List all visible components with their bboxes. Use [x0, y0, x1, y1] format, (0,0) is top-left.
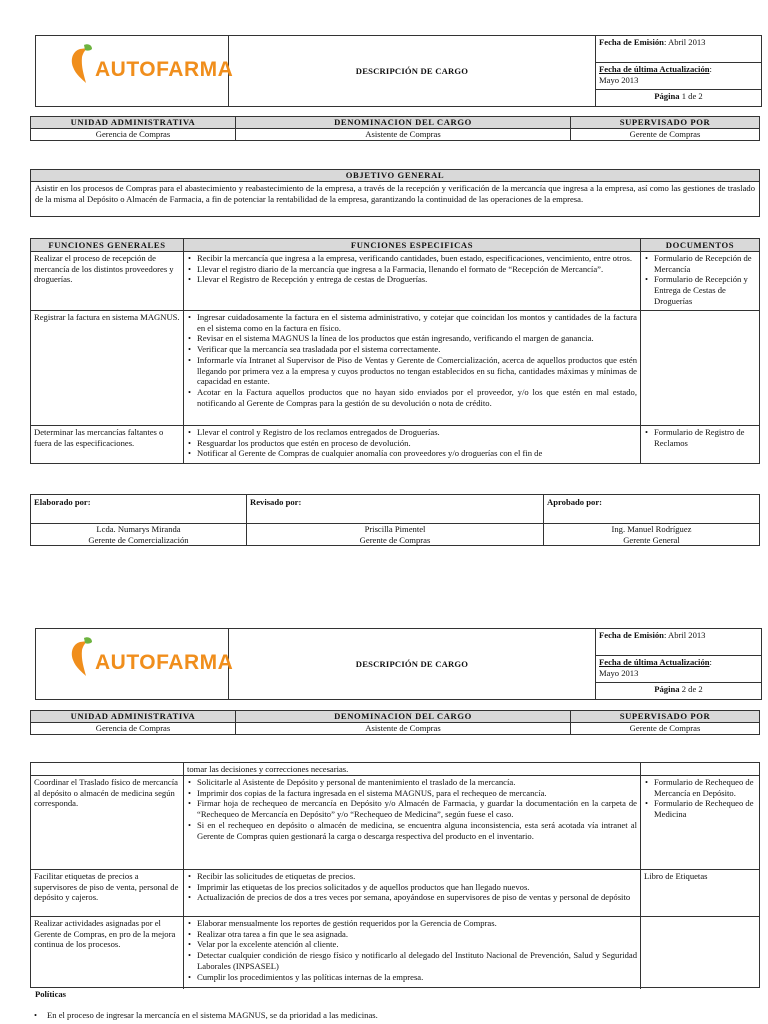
- elaborado-role: Gerente de Comercialización: [88, 535, 189, 545]
- list-item: • Imprimir dos copias de la factura ingresada en el sistema MAGNUS, para el rechequeo de mercancía.: [187, 788, 637, 799]
- list-item: • Ingresar cuidadosamente la factura en el sistema administrativo, y cotejar que coincidan los montos y cantidades de la factura en el sistema como en la factura en físico.: [187, 312, 637, 333]
- list-item: • Recibir la mercancía que ingresa a la empresa, verificando cantidades, buen estado, especificaciones, vencimiento, entre otros.: [187, 253, 637, 264]
- aprobado-label: Aprobado por:: [547, 497, 602, 507]
- list-item: • Resguardar los productos que estén en proceso de devolución.: [187, 438, 637, 449]
- list-item: • Actualización de precios de dos a tres veces por semana, apoyándose en supervisores de piso de ventas y personal de depósito: [187, 892, 637, 903]
- documentos-header: DOCUMENTOS: [640, 239, 759, 251]
- elaborado-name: Lcda. Numarys Miranda: [96, 524, 181, 534]
- funciones-especificas-list: [187, 918, 637, 982]
- funciones-especificas-list: [187, 253, 637, 285]
- fecha-actualizacion-value: Mayo 2013: [599, 74, 639, 85]
- list-item: • Verificar que la mercancía sea trasladada por el sistema correctamente.: [187, 344, 637, 355]
- page2-header: [35, 628, 762, 700]
- list-item: • Detectar cualquier condición de riesgo físico y notificarlo al delegado del Instituto Nacional de Prevención, Salud y Seguridad Laborales (INPSASEL): [187, 950, 637, 971]
- elaborado-label: Elaborado por:: [34, 497, 91, 507]
- list-item: • Imprimir las etiquetas de los precios solicitados y de aquellos productos que han llegado nuevos.: [187, 882, 637, 893]
- list-item: • Revisar en el sistema MAGNUS la línea de los productos que están ingresando, verificando el margen de ganancia.: [187, 333, 637, 344]
- funciones-generales-header: FUNCIONES GENERALES: [48, 240, 166, 250]
- list-item: • Llevar el Registro de Recepción y entrega de cestas de Droguerías.: [187, 274, 637, 285]
- aprobado-role: Gerente General: [623, 535, 680, 545]
- funciones-especificas-list: [187, 427, 637, 459]
- objetivo-section: [30, 169, 760, 217]
- list-item: • Cumplir los procedimientos y las políticas internas de la empresa.: [187, 972, 637, 983]
- supervisado-value: Gerente de Compras: [570, 128, 760, 141]
- unit-header: UNIDAD ADMINISTRATIVA: [30, 710, 236, 723]
- list-item: • Notificar al Gerente de Compras de cualquier anomalía con proveedores y/o droguerías con el fin de: [187, 448, 637, 459]
- funcion-general: Realizar actividades asignadas por el Gerente de Compras, en pro de la mejora continua de los procesos.: [31, 916, 183, 989]
- unit-table: [30, 116, 760, 142]
- logo: [36, 629, 234, 699]
- documentos-list: [644, 427, 756, 448]
- funcion-general: Realizar el proceso de recepción de mercancía de los distintos proveedores y droguerías.: [34, 253, 174, 285]
- page-number: 2 de 2: [681, 684, 703, 694]
- list-item: • Formulario de Recepción y Entrega de Cestas de Droguerías: [644, 274, 756, 306]
- document-title: DESCRIPCIÓN DE CARGO: [229, 629, 596, 699]
- funcion-general: Determinar las mercancías faltantes o fuera de las especificaciones.: [31, 425, 183, 463]
- fecha-emision-label: Fecha de Emisión: [599, 630, 664, 640]
- list-item: • Llevar el registro diario de la mercancía que ingresa a la Farmacia, llenando el formato de “Recepción de Mercancía”.: [187, 264, 637, 275]
- logo-text: AUTOFARMA: [95, 58, 234, 81]
- funciones-especificas-list: [187, 777, 637, 841]
- cargo-header: DENOMINACION DEL CARGO: [235, 116, 571, 129]
- politicas-list: [33, 1010, 733, 1021]
- list-item: • Realizar otra tarea a fin que le sea asignada.: [187, 929, 637, 940]
- list-item: • Informarle vía Intranet al Supervisor de Piso de Ventas y Gerente de Comercialización, acerca de aquellos productos que estén llegando por primera vez a la empresa y cuyos productos no tengan establecidos en su ficha, cantidades máximas y mínimas de capacidad en estante.: [187, 355, 637, 387]
- list-item: • Solicitarle al Asistente de Depósito y personal de mantenimiento el traslado de la mercancía.: [187, 777, 637, 788]
- fecha-emision-value: : Abril 2013: [663, 630, 706, 640]
- list-item: • Formulario de Recepción de Mercancía: [644, 253, 756, 274]
- documentos-list: [644, 253, 756, 307]
- list-item: • Firmar hoja de rechequeo de mercancía en Depósito y/o Almacén de Farmacia, y guardar la documentación en la carpeta de “Rechequeo de Mercancía en Depósito” y/o “Rechequeo de Medicina”, según fuese el caso.: [187, 798, 637, 819]
- list-item: • Recibir las solicitudes de etiquetas de precios.: [187, 871, 637, 882]
- list-item: • Acotar en la Factura aquellos productos que no hayan sido enviados por el proveedor, y/o los que estén en mal estado, notificando al Gerente de Compras para la gestión de su devolución o nota de crédito.: [187, 387, 637, 408]
- unit-value: Gerencia de Compras: [30, 722, 236, 735]
- fecha-actualizacion-label: Fecha de última Actualización: [599, 64, 710, 74]
- pagina-label: Página: [654, 684, 680, 694]
- revisado-name: Priscilla Pimentel: [364, 524, 426, 534]
- documentos-list: [644, 777, 756, 820]
- page1-header: [35, 35, 762, 107]
- list-item: • En el proceso de ingresar la mercancía en el sistema MAGNUS, se da prioridad a las medicinas.: [33, 1010, 733, 1021]
- pagina-label: Página: [654, 91, 680, 101]
- unit-header: UNIDAD ADMINISTRATIVA: [30, 116, 236, 129]
- header-meta: Fecha de Emisión: Abril 2013 Fecha de última Actualización: Mayo 2013 Página 1 de 2: [596, 36, 761, 106]
- objetivo-title: OBJETIVO GENERAL: [31, 170, 759, 182]
- funciones-especificas-list: [187, 312, 637, 409]
- fecha-actualizacion-label: Fecha de última Actualización: [599, 657, 710, 667]
- list-item: • Formulario de Registro de Reclamos: [644, 427, 756, 448]
- autofarma-logo-icon: [70, 43, 96, 89]
- unit-table: [30, 710, 760, 736]
- list-item: • Formulario de Rechequeo de Medicina: [644, 798, 756, 819]
- unit-value: Gerencia de Compras: [30, 128, 236, 141]
- autofarma-logo-icon: [70, 636, 96, 682]
- funcion-general: Registrar la factura en sistema MAGNUS.: [31, 310, 183, 425]
- cargo-value: Asistente de Compras: [235, 128, 571, 141]
- fecha-emision-label: Fecha de Emisión: [599, 37, 664, 47]
- fecha-emision-value: : Abril 2013: [663, 37, 706, 47]
- cargo-value: Asistente de Compras: [235, 722, 571, 735]
- list-item: • Velar por la excelente atención al cliente.: [187, 939, 637, 950]
- supervisado-header: SUPERVISADO POR: [570, 710, 760, 723]
- revisado-role: Gerente de Compras: [359, 535, 431, 545]
- continuation-text: tomar las decisiones y correcciones necesarias.: [183, 763, 640, 775]
- list-item: • Formulario de Rechequeo de Mercancía en Depósito.: [644, 777, 756, 798]
- logo: [36, 36, 234, 106]
- signatures: [30, 494, 760, 546]
- list-item: • Elaborar mensualmente los reportes de gestión requeridos por la Gerencia de Compras.: [187, 918, 637, 929]
- list-item: • Llevar el control y Registro de los reclamos entregados de Droguerías.: [187, 427, 637, 438]
- funciones-especificas-header: FUNCIONES ESPECIFICAS: [183, 239, 640, 251]
- cargo-header: DENOMINACION DEL CARGO: [235, 710, 571, 723]
- document-title: DESCRIPCIÓN DE CARGO: [229, 36, 596, 106]
- documento-text: Libro de Etiquetas: [640, 869, 759, 916]
- supervisado-header: SUPERVISADO POR: [570, 116, 760, 129]
- revisado-label: Revisado por:: [250, 497, 302, 507]
- header-meta: Fecha de Emisión: Abril 2013 Fecha de última Actualización: Mayo 2013 Página 2 de 2: [596, 629, 761, 699]
- funcion-general: Facilitar etiquetas de precios a supervisores de piso de venta, personal de depósito y cajeros.: [31, 869, 183, 916]
- funciones-table: [30, 238, 760, 464]
- politicas-title: Políticas: [35, 989, 67, 999]
- funcion-general: Coordinar el Traslado físico de mercancía al depósito o almacén de medicina según corresponda.: [31, 775, 183, 869]
- objetivo-text: Asistir en los procesos de Compras para el abastecimiento y reabastecimiento de la empresa, a través de la recepción y verificación de la mercancía que ingresa a la empresa, así como las gestiones de traslado de la misma al Depósito o Almacén de Farmacia, a fin de potenciar la rentabilidad de la empresa, garantizando la continuidad de las operaciones de la empresa.: [35, 183, 755, 204]
- supervisado-value: Gerente de Compras: [570, 722, 760, 735]
- logo-text: AUTOFARMA: [95, 651, 234, 674]
- fecha-actualizacion-value: Mayo 2013: [599, 667, 639, 678]
- list-item: • Si en el rechequeo en depósito o almacén de medicina, se encuentra alguna inconsistencia, esta será acotada vía intranet al Gerente de Compras quien gestionará la carga o descarga respectiva del producto en el inventario.: [187, 820, 637, 841]
- funciones-table-continued: [30, 762, 760, 988]
- aprobado-name: Ing. Manuel Rodríguez: [611, 524, 692, 534]
- page-number: 1 de 2: [681, 91, 703, 101]
- funciones-especificas-list: [187, 871, 637, 903]
